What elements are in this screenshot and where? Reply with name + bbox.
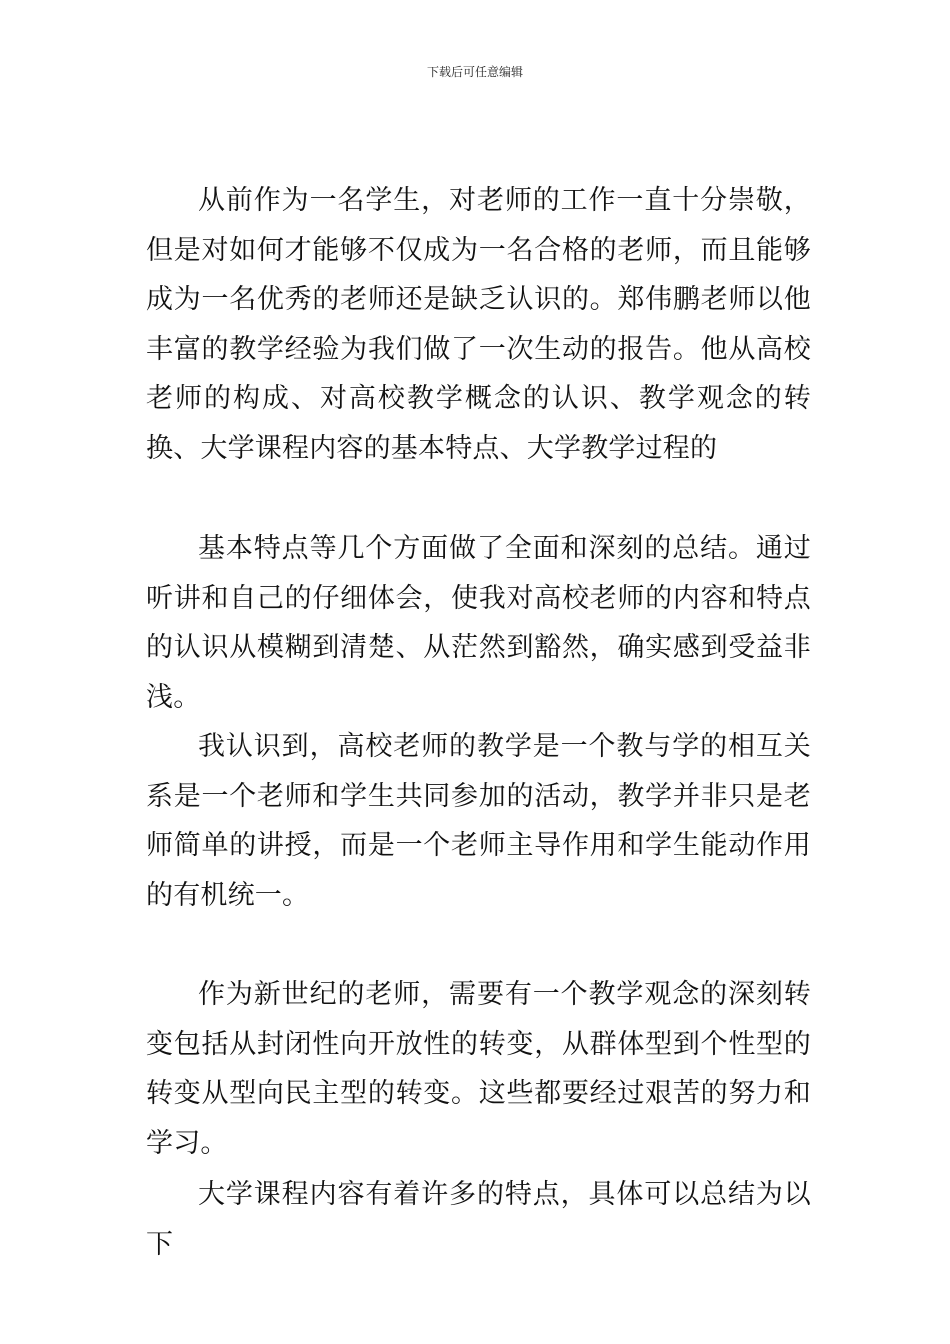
paragraph-5: 大学课程内容有着许多的特点，具体可以总结为以下 <box>146 1179 811 1260</box>
paragraph-4: 作为新世纪的老师，需要有一个教学观念的深刻转变包括从封闭性向开放性的转变，从群体型到个性型的转变从型向民主型的转变。这些都要经过艰苦的努力和学习。 <box>146 979 811 1159</box>
paragraph-2: 基本特点等几个方面做了全面和深刻的总结。通过听讲和自己的仔细体会，使我对高校老师的内容和特点的认识从模糊到清楚、从茫然到豁然，确实感到受益非浅。 <box>146 533 811 713</box>
page-header: 下载后可任意编辑 <box>426 65 523 79</box>
paragraph-1: 从前作为一名学生，对老师的工作一直十分崇敬，但是对如何才能够不仅成为一名合格的老师，而且能够成为一名优秀的老师还是缺乏认识的。郑伟鹏老师以他丰富的教学经验为我们做了一次生动的报告。他从高校老师的构成、对高校教学概念的认识、教学观念的转换、大学课程内容的基本特点、大学教学过程的 <box>146 185 811 464</box>
paragraph-3: 我认识到，高校老师的教学是一个教与学的相互关系是一个老师和学生共同参加的活动，教学并非只是老师简单的讲授，而是一个老师主导作用和学生能动作用的有机统一。 <box>146 731 811 911</box>
